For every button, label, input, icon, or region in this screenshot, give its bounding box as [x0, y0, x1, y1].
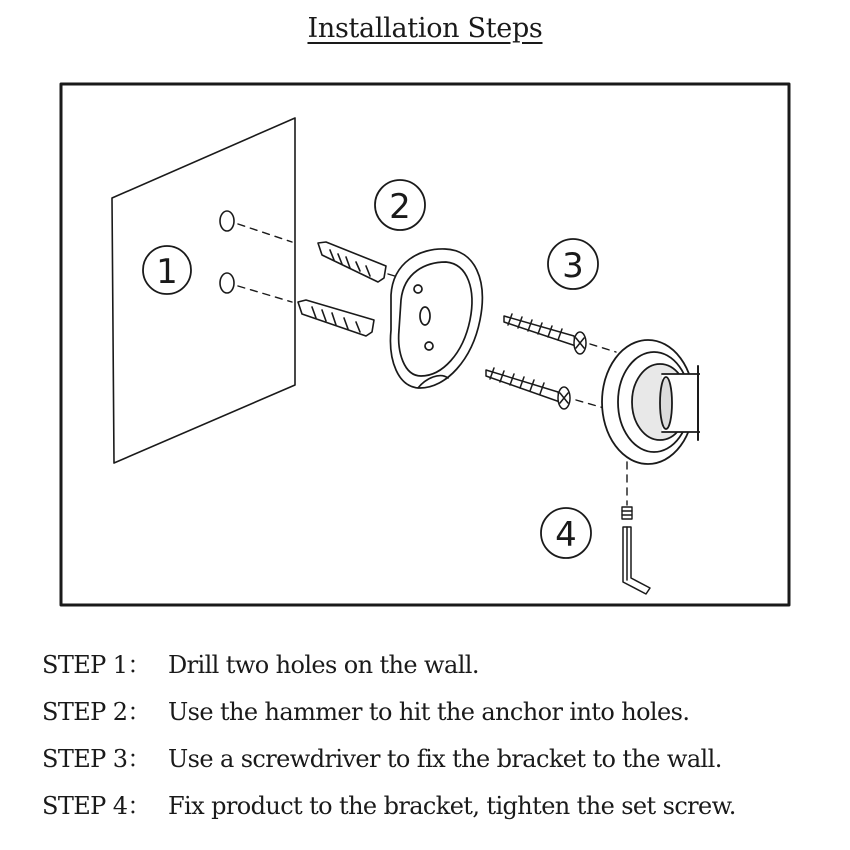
- callout-3-label: 3: [562, 246, 584, 286]
- set-screw: [622, 507, 632, 519]
- wall-panel: [112, 118, 295, 463]
- screw-lower: [486, 368, 570, 409]
- hex-key: [623, 527, 650, 594]
- anchor-upper: [318, 242, 386, 282]
- callout-3: [548, 239, 598, 289]
- anchor-lower: [298, 300, 374, 336]
- callout-4: [541, 508, 591, 558]
- rod-end-cap: [602, 340, 702, 464]
- step-3-label: STEP 3：: [42, 745, 151, 773]
- callout-2-label: 2: [389, 187, 411, 227]
- step-1: [42, 642, 842, 689]
- step-2: [42, 689, 842, 736]
- callout-2: [375, 180, 425, 230]
- step-3: [42, 736, 842, 783]
- step-4: [42, 783, 842, 830]
- steps-list: [42, 642, 842, 830]
- step-1-label: STEP 1：: [42, 651, 151, 679]
- drill-hole-lower: [220, 273, 234, 293]
- step-2-label: STEP 2：: [42, 698, 151, 726]
- step-1-text: Drill two holes on the wall.: [168, 651, 479, 679]
- callout-1-label: 1: [156, 252, 178, 292]
- screw-upper: [504, 314, 586, 354]
- mounting-bracket: [390, 249, 482, 388]
- page-title: Installation Steps: [307, 13, 543, 44]
- callout-4-label: 4: [555, 515, 577, 555]
- step-3-text: Use a screwdriver to fix the bracket to the wall.: [168, 745, 722, 773]
- step-4-label: STEP 4：: [42, 792, 151, 820]
- step-2-text: Use the hammer to hit the anchor into holes.: [168, 698, 690, 726]
- step-4-text: Fix product to the bracket, tighten the set screw.: [168, 792, 736, 820]
- drill-hole-upper: [220, 211, 234, 231]
- callout-1: [143, 246, 191, 294]
